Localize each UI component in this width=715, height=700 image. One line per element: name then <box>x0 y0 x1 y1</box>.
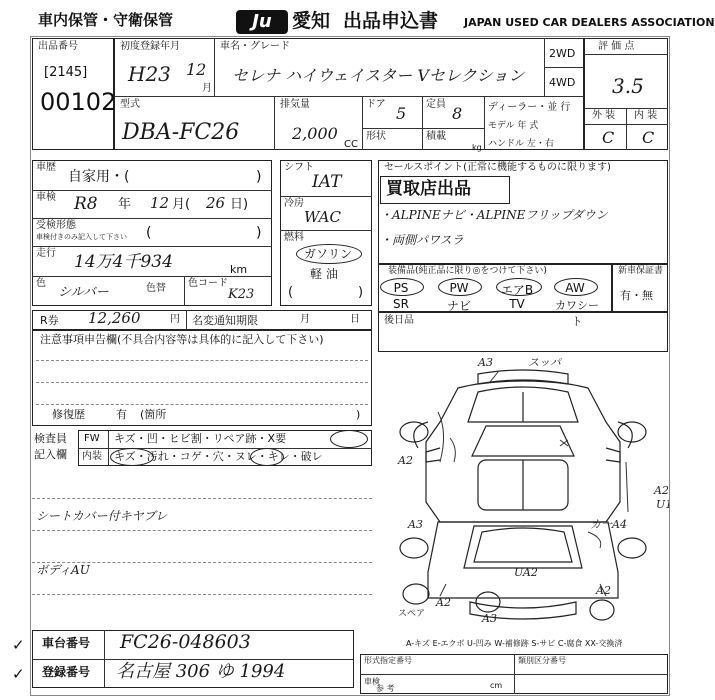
shift-label: シフト <box>284 162 314 173</box>
mark-a2-lowright: A2 <box>596 584 611 597</box>
doors-label: ドア <box>366 99 386 110</box>
fuel-diesel: 軽 油 <box>310 267 338 281</box>
recycle-value: 12,260 <box>88 309 141 327</box>
exterior-label: 外 装 <box>592 110 616 121</box>
mileage-unit: km <box>230 263 248 276</box>
mark-a2-lowleft: A2 <box>436 596 451 609</box>
interior-label: 内 装 <box>634 110 658 121</box>
receipt-open: ( <box>146 225 152 241</box>
fuel-open: ( <box>288 285 294 300</box>
registration-month-unit: 月 <box>202 83 212 94</box>
doors-value: 5 <box>396 104 407 123</box>
registration-year: H23 <box>128 62 171 86</box>
mileage-label: 走行 <box>36 248 56 259</box>
drive-4wd: 4WD <box>549 76 576 89</box>
check-mark-2: ✓ <box>12 665 25 683</box>
model-year-label: モデル 年 式 <box>488 121 539 131</box>
interior-value: C <box>642 128 655 147</box>
inspector-fw-key: FW <box>84 433 100 444</box>
rating-label: 評 価 点 <box>598 41 635 52</box>
equipment-ps: PS <box>393 281 409 295</box>
registration-label: 初度登録年月 <box>120 41 180 52</box>
repair-label: 修復歴 <box>52 408 85 421</box>
history-value: 自家用・( <box>68 169 130 185</box>
form-code-label: 形式指定番号 <box>364 656 412 665</box>
name-change-month: 月 <box>300 314 310 325</box>
shift-value: IAT <box>312 172 342 192</box>
lot-label: 出品番号 <box>38 41 78 52</box>
equipment-sr: SR <box>393 297 409 311</box>
buyback-label: 買取店出品 <box>386 179 471 199</box>
load-unit: kg <box>472 143 482 152</box>
inspection-year-unit: 年 <box>118 197 132 212</box>
selling-points-label: セールスポイント(正常に機能するものに限ります) <box>384 162 611 173</box>
fuel-close: ) <box>358 285 364 300</box>
class-code-label: 類別区分番号 <box>518 656 566 665</box>
inspector-in-key: 内装 <box>82 451 102 462</box>
handle-label: ハンドル 左・右 <box>488 139 554 149</box>
inspection-month: 12 <box>150 194 170 212</box>
inspector-in-items: キズ・汚れ・コゲ・穴・ヌレ・キレ・破レ <box>114 450 323 463</box>
mark-u1: U1 <box>656 498 673 511</box>
aircon-label: 冷房 <box>284 198 304 209</box>
lot-number: 00102 <box>40 88 117 116</box>
form-title: 出品申込書 <box>343 10 439 32</box>
inspection-month-unit: 月( <box>172 197 191 212</box>
mark-a3-left: A3 <box>408 518 423 531</box>
model-type-value: DBA-FC26 <box>122 120 240 145</box>
plate-value: 名古屋 306 ゆ 1994 <box>116 661 286 682</box>
shaken-label: 車検 <box>364 677 380 686</box>
mark-ka-a4: カ一A4 <box>590 518 627 531</box>
ju-logo <box>236 10 288 34</box>
org-name: 愛知 <box>292 10 331 32</box>
capacity-label: 定員 <box>426 99 446 110</box>
fuel-label: 燃料 <box>284 232 304 243</box>
drive-2wd: 2WD <box>549 47 576 60</box>
dealer-label: ディーラー・並 行 <box>488 102 571 113</box>
mark-a3-top: A3 <box>478 356 493 369</box>
rating-value: 3.5 <box>612 74 644 98</box>
model-name-value: セレナ ハイウェイスター Vセレクション <box>232 66 525 85</box>
repair-place: (箇所 <box>140 408 167 421</box>
mark-spare: スペア <box>398 609 426 619</box>
equipment-aw: AW <box>565 281 585 295</box>
repair-yes: 有 <box>116 408 127 421</box>
equipment-seat: カワシート <box>555 299 599 328</box>
damage-legend: A-キズ E-エクボ U-凹み W-補修跡 S-サビ C-腐食 XX-交換済 <box>406 639 623 648</box>
color-value: シルバー <box>58 285 109 300</box>
handwritten-note-2: ボディAU <box>36 563 90 577</box>
name-change-day: 日 <box>350 314 360 325</box>
handwritten-note-1: シートカバー付キヤブレ <box>36 509 168 523</box>
load-label: 積載 <box>426 131 446 142</box>
color-change-label: 色替 <box>146 283 166 294</box>
logo-text: Ju <box>252 11 272 32</box>
inspection-day-unit: 日) <box>230 197 249 212</box>
mark-a2-right: A2 <box>654 484 669 497</box>
color-code: K23 <box>228 287 255 302</box>
inspector-fw-items: キズ・凹・ヒビ割・リペア跡・X要 <box>114 432 287 445</box>
history-close: ) <box>256 169 262 185</box>
inspection-day: 26 <box>206 194 226 212</box>
displacement-unit: CC <box>344 139 358 150</box>
receipt-label: 受検形態 <box>36 220 76 231</box>
sanko-label: 参 考 <box>376 684 395 693</box>
displacement-label: 排気量 <box>280 99 310 110</box>
fuel-gasoline: ガソリン <box>304 247 353 261</box>
warranty-options: 有・無 <box>620 289 653 302</box>
aircon-value: WAC <box>304 208 341 226</box>
name-change-label: 名変通知期限 <box>192 314 258 327</box>
mark-a3-bottom: A3 <box>482 612 497 625</box>
repair-close: ) <box>356 408 361 421</box>
cm-unit: cm <box>490 681 503 690</box>
receipt-close: ) <box>256 225 262 241</box>
mark-suppa: スッパ <box>528 356 561 369</box>
mileage-value: 14万4千934 <box>74 252 173 272</box>
recycle-unit: 円 <box>170 314 180 325</box>
selling-note-1: ・ALPINEナビ・ALPINEフリップダウン <box>380 208 608 222</box>
color-label: 色 <box>36 278 46 289</box>
inspector-label-1: 検査員 <box>34 432 67 445</box>
equipment-label: 装備品(純正品に限り◎をつけて下さい) <box>388 266 547 276</box>
page-frame <box>30 36 673 696</box>
equipment-tv: TV <box>509 297 525 311</box>
inspection-label: 車検 <box>36 192 56 203</box>
capacity-value: 8 <box>452 104 463 123</box>
equipment-navi: ナビ <box>446 299 471 313</box>
shape-label: 形状 <box>366 131 386 142</box>
mark-a2-left: A2 <box>398 454 413 467</box>
check-mark-1: ✓ <box>12 636 25 654</box>
chassis-label: 車台番号 <box>42 636 91 650</box>
inspector-label-2: 記入欄 <box>34 448 67 461</box>
selling-note-2: ・両側パワスラ <box>380 233 464 247</box>
receipt-sub: 車検付きのみ記入して下さい <box>36 233 127 241</box>
storage-label: 車内保管・守衛保管 <box>38 11 174 29</box>
model-name-label: 車名・グレード <box>220 41 290 52</box>
registration-month: 12 <box>186 60 207 79</box>
displacement-value: 2,000 <box>292 124 338 143</box>
model-type-label: 型式 <box>120 99 140 110</box>
rear-items-label: 後日品 <box>384 315 414 326</box>
warranty-label: 新車保証書 <box>618 266 664 276</box>
notes-label: 注意事項申告欄(不具合内容等は具体的に記入して下さい) <box>40 333 324 346</box>
plate-label: 登録番号 <box>42 665 91 679</box>
mark-ua2: UA2 <box>514 566 538 579</box>
lot-sub: [2145] <box>44 65 88 80</box>
chassis-value: FC26-048603 <box>120 631 251 653</box>
inspection-era: R8 <box>74 194 98 214</box>
equipment-airbag: エアB <box>500 283 534 297</box>
history-label: 車歴 <box>36 162 56 173</box>
equipment-pw: PW <box>449 281 469 295</box>
color-code-label: 色コード <box>188 278 228 289</box>
org-name-en: JAPAN USED CAR DEALERS ASSOCIATION <box>464 16 715 29</box>
recycle-label: R券 <box>40 314 59 327</box>
exterior-value: C <box>602 128 615 147</box>
